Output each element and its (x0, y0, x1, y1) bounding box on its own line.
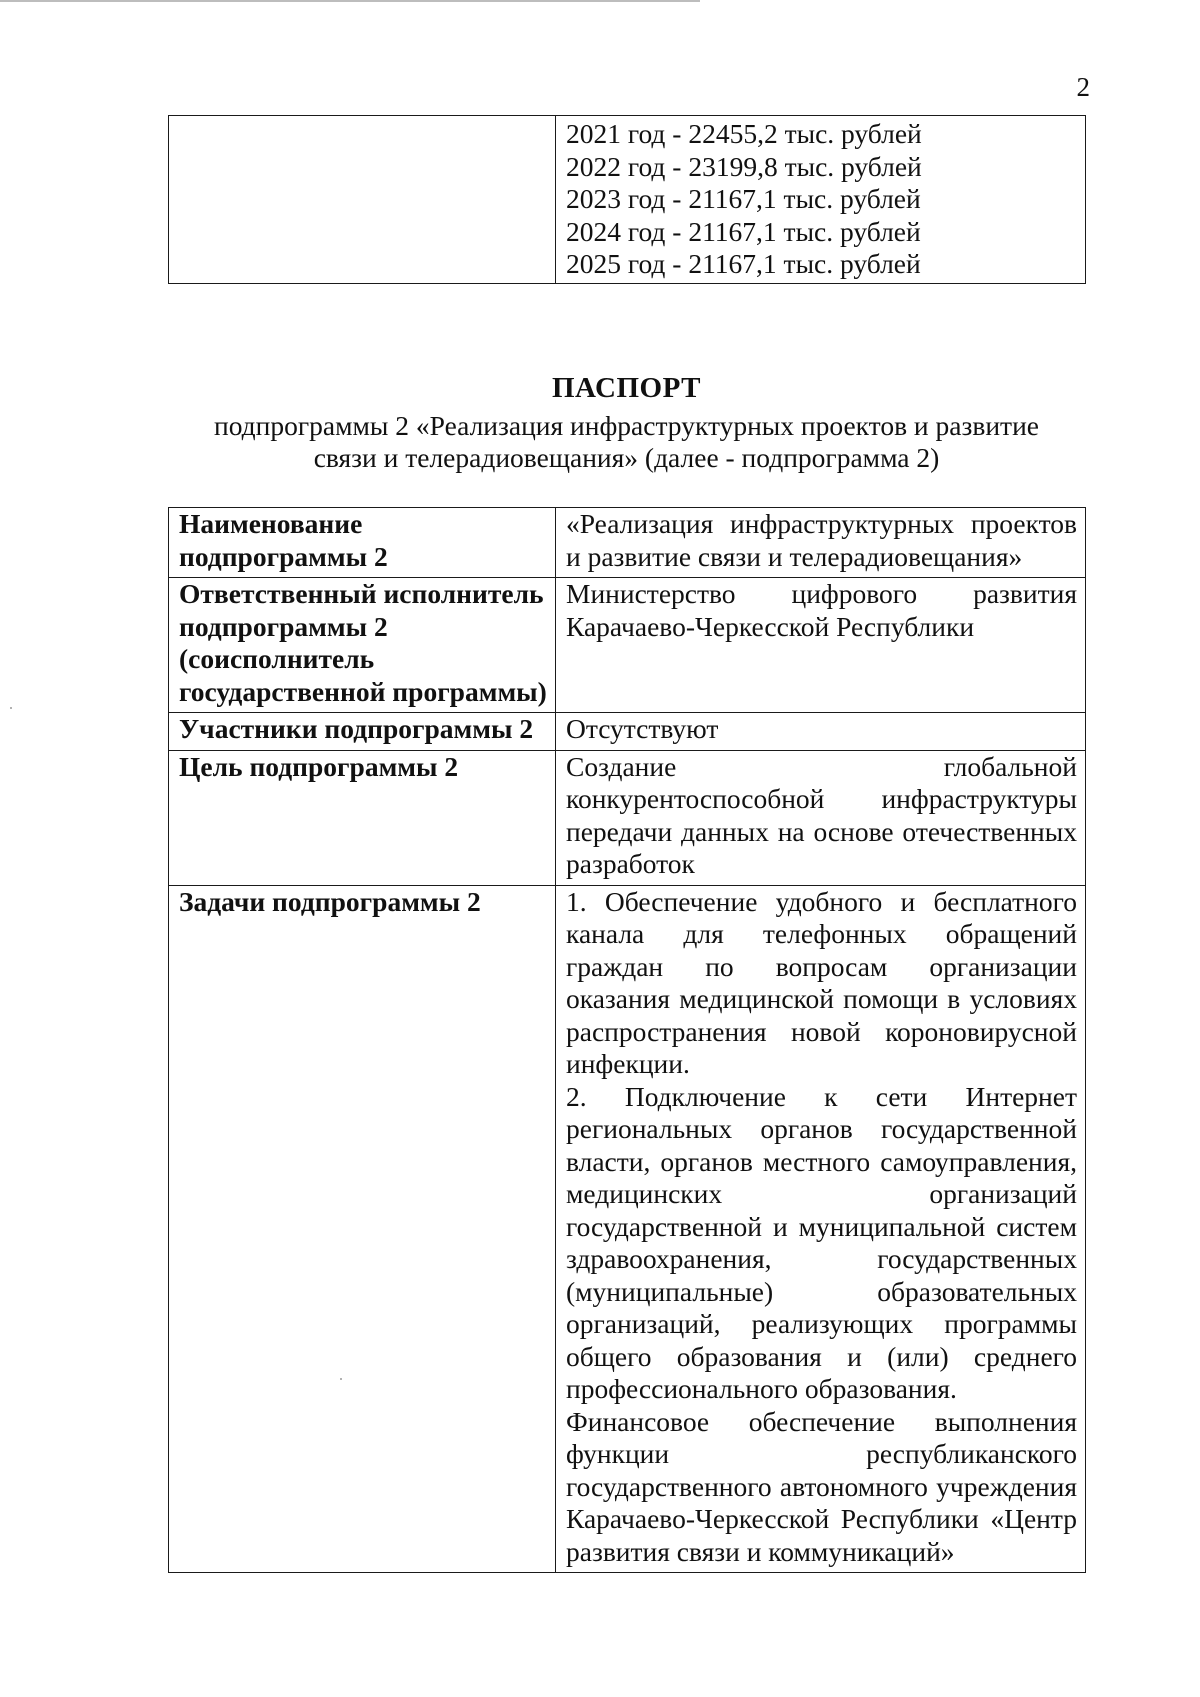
table-row (169, 578, 1086, 713)
row-value-text: 2. Подключение к сети Интернет региональных органов государственной власти, органов местного самоуправления, медицинских организаций государственной и муниципальной систем здравоохранения, государственных (муниципальные) образовательных организаций, реализующих программы общего образования и (или) среднего профессионального образования. (566, 1080, 1077, 1404)
table-row (169, 508, 1086, 578)
funding-line: 2025 год - 21167,1 тыс. рублей (566, 248, 921, 279)
row-value (556, 713, 1086, 751)
scan-edge-line (0, 0, 700, 2)
row-label: Цель подпрограммы 2 (169, 750, 556, 885)
passport-subtitle-line: подпрограммы 2 «Реализация инфраструктурных проектов и развитие (214, 410, 1039, 441)
funding-line: 2024 год - 21167,1 тыс. рублей (566, 215, 921, 247)
row-value-text: Министерство цифрового развития Карачаево-Черкесской Республики (566, 578, 1077, 642)
row-value-text: Финансовое обеспечение выполнения функции республиканского государственного автономного учреждения Карачаево-Черкесской Республики «Центр развития связи и коммуникаций» (566, 1405, 1077, 1567)
row-value-text: 1. Обеспечение удобного и бесплатного канала для телефонных обращений граждан по вопросам организации оказания медицинской помощи в условиях распространения новой короновирусной инфекции. (566, 885, 1077, 1079)
row-value-text: Создание глобальной конкурентоспособной инфраструктуры передачи данных на основе отечественных разработок (566, 750, 1077, 879)
row-value (556, 508, 1086, 578)
row-label: Наименование подпрограммы 2 (169, 508, 556, 578)
row-value (556, 885, 1086, 1573)
table-row (169, 885, 1086, 1573)
funding-label-cell (169, 116, 556, 284)
passport-subtitle-line: связи и телерадиовещания» (далее - подпрограмма 2) (313, 442, 940, 473)
page-number: 2 (1076, 72, 1090, 102)
funding-line: 2022 год - 23199,8 тыс. рублей (566, 150, 922, 182)
table-row (169, 750, 1086, 885)
row-value (556, 750, 1086, 885)
scan-speck (10, 707, 12, 709)
table-row (169, 116, 1086, 284)
passport-table (168, 507, 1086, 1573)
row-label: Ответственный исполнитель подпрограммы 2 (соисполнитель государственной программы) (169, 578, 556, 713)
row-label: Участники подпрограммы 2 (169, 713, 556, 751)
passport-title: ПАСПОРТ (551, 372, 702, 404)
funding-line: 2023 год - 21167,1 тыс. рублей (566, 183, 921, 214)
row-label: Задачи подпрограммы 2 (169, 885, 556, 1573)
funding-table (168, 115, 1086, 284)
row-value (556, 578, 1086, 713)
funding-values-cell (556, 116, 1086, 284)
row-value-text: Отсутствуют (566, 713, 719, 744)
row-value-text: «Реализация инфраструктурных проектов и развитие связи и телерадиовещания» (566, 508, 1077, 572)
funding-line: 2021 год - 22455,2 тыс. рублей (566, 118, 922, 149)
table-row (169, 713, 1086, 751)
passport-subtitle (168, 410, 1085, 474)
